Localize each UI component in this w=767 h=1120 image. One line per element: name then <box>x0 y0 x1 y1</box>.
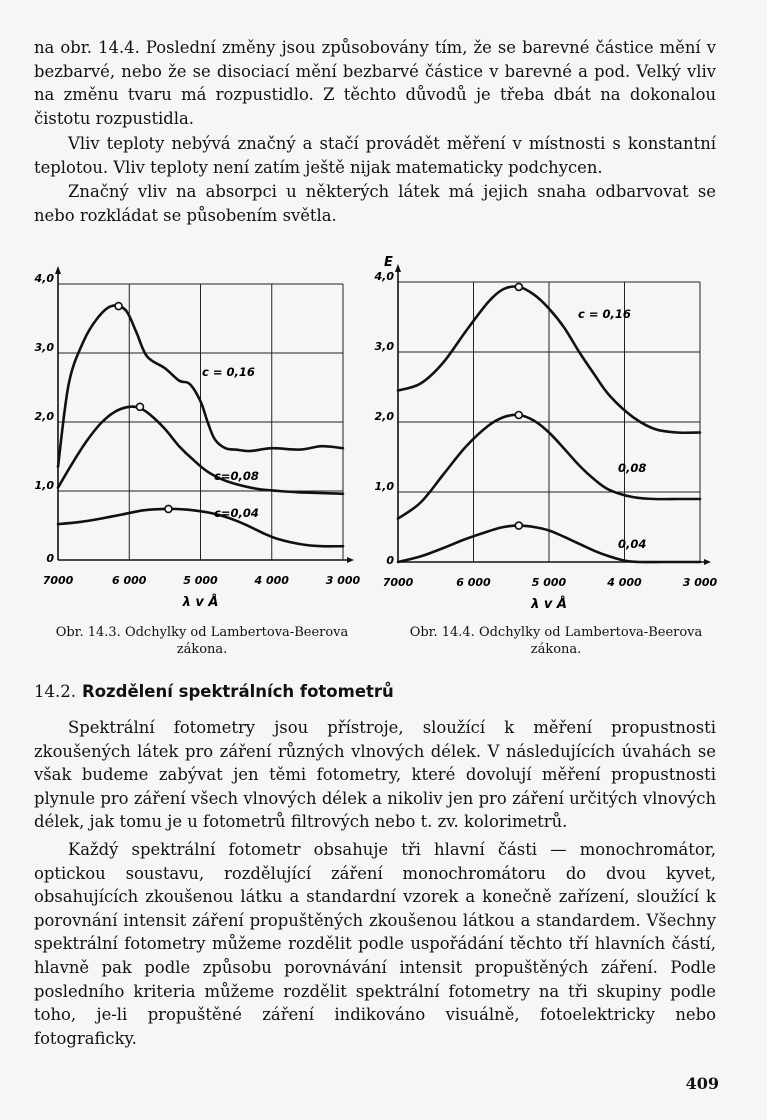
x-axis-label: λ v Å <box>531 597 567 612</box>
y-tick-label: 2,0 <box>34 410 54 423</box>
y-axis-label: E <box>384 255 393 270</box>
y-axis-arrow <box>395 264 401 272</box>
series-max-marker-2 <box>515 522 522 529</box>
x-tick-label: 3 000 <box>325 574 361 587</box>
y-tick-label: 3,0 <box>374 340 394 353</box>
series-max-marker-1 <box>515 412 522 419</box>
x-axis-arrow <box>347 557 354 563</box>
x-tick-label: 4 000 <box>607 576 642 589</box>
paragraph-light: Značný vliv na absorpci u některých látek má jejich snaha odbarvovat se nebo rozkládat se působením světla. <box>34 182 716 225</box>
series-label-0: c = 0,16 <box>578 307 631 321</box>
x-tick-label: 6 000 <box>112 574 147 587</box>
series-label-1: 0,08 <box>618 461 647 475</box>
x-axis-arrow <box>704 559 711 565</box>
section-number: 14.2. <box>34 682 76 701</box>
paragraph-parts: Každý spektrální fotometr obsahuje tři hlavní části — monochromátor, optickou soustavu, rozdělující záření monochromátoru do dvou kyvet, obsahujících zkoušenou látku a standardní vzorek a konečně zařízení, sloužící k porovnání intensit záření propuštěných zkoušenou látkou a standardem. Všechny spektrální fotometry můžeme rozdělit podle uspořádání těchto tří hlavních částí, hlavně pak podle způsobu porovnávání intensit propuštěných záření. Podle posledního kriteria můžeme rozdělit spektrální fotometry na tři skupiny podle toho, je-li propuštěné záření indikováno visuálně, fotoelektricky nebo fotograficky. <box>34 840 716 1048</box>
y-tick-label: 1,0 <box>34 479 54 492</box>
series-max-marker-2 <box>165 505 172 512</box>
page-number: 409 <box>685 1074 719 1093</box>
series-max-marker-0 <box>515 283 522 290</box>
paragraph-temperature: Vliv teploty nebývá značný a stačí provádět měření v místnosti s konstantní teplotou. Vliv teploty není zatím ještě nijak matematicky podchycen. <box>34 134 716 177</box>
y-tick-label: 1,0 <box>374 480 394 493</box>
series-label-1: c=0,08 <box>214 469 259 483</box>
paragraph-intro: na obr. 14.4. Poslední změny jsou způsobovány tím, že se barevné částice mění v bezbarvé, nebo že se disociací mění bezbarvé částice v barevné a pod. Velký vliv na změnu tvaru má rozpustidlo. Z těchto důvodů je třeba dbát na dokonalou čistotu rozpustidla. <box>34 38 716 128</box>
series-max-marker-0 <box>115 303 122 310</box>
section-title: Rozdělení spektrálních fotometrů <box>81 682 394 701</box>
y-tick-label: 4,0 <box>374 270 394 283</box>
y-tick-label: 0 <box>386 554 394 567</box>
section-heading <box>34 682 394 701</box>
series-max-marker-1 <box>136 403 143 410</box>
y-tick-label: 4,0 <box>34 272 54 285</box>
y-tick-label: 2,0 <box>374 410 394 423</box>
x-tick-label: 5 000 <box>531 576 567 589</box>
caption-fig-14-3: Obr. 14.3. Odchylky od Lambertova-Beerova zákona. <box>55 625 349 657</box>
x-tick-label: 5 000 <box>183 574 218 587</box>
chart-fig-14-4 <box>374 252 718 612</box>
x-tick-label: 7000 <box>42 574 74 587</box>
paragraph-definition: Spektrální fotometry jsou přístroje, sloužící k měření propustnosti zkoušených látek pro záření různých vlnových délek. V následujících úvahách se však budeme zabývat jen těmi fotometry, které dovolují měření propustnosti plynule pro záření všech vlnových délek a nikoliv jen pro záření určitých vlnových délek, jak tomu je u fotometrů filtrových nebo t. zv. kolorimetrů. <box>34 718 716 832</box>
x-tick-label: 4 000 <box>254 574 289 587</box>
x-axis-label: λ v Å <box>182 595 219 610</box>
series-label-0: c = 0,16 <box>202 365 255 379</box>
caption-fig-14-4: Obr. 14.4. Odchylky od Lambertova-Beerova zákona. <box>409 625 703 657</box>
series-label-2: 0,04 <box>618 537 647 551</box>
y-axis-arrow <box>55 266 61 274</box>
y-tick-label: 3,0 <box>34 341 54 354</box>
x-tick-label: 7000 <box>382 576 414 589</box>
chart-fig-14-3 <box>18 262 363 610</box>
x-tick-label: 3 000 <box>682 576 718 589</box>
series-label-2: c=0,04 <box>214 506 259 520</box>
x-tick-label: 6 000 <box>456 576 491 589</box>
y-tick-label: 0 <box>46 552 54 565</box>
